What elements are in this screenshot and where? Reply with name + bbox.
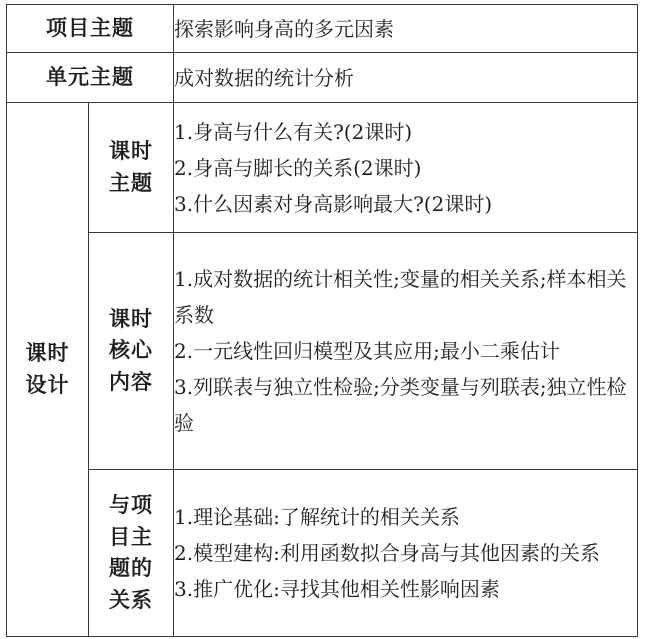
unit-topic-label: 单元主题 (7, 53, 174, 103)
list-item: 1.理论基础:了解统计的相关关系 (174, 505, 460, 529)
relation-label-line: 目主 (109, 524, 153, 549)
relation-label-line: 题的 (109, 556, 153, 580)
lesson-design-label (7, 103, 89, 637)
relation-label-line: 与项 (109, 493, 153, 517)
list-item: 2.身高与脚长的关系(2课时) (174, 155, 422, 180)
relation-label (89, 470, 174, 637)
relation-row (7, 470, 638, 637)
core-content-row (7, 233, 638, 470)
core-content-label-line: 核心 (109, 338, 153, 363)
project-topic-label: 项目主题 (7, 5, 174, 53)
relation-list (174, 470, 638, 637)
list-item: 3.推广优化:寻找其他相关性影响因素 (174, 577, 500, 601)
core-content-label (89, 233, 174, 470)
project-topic-value: 探索影响身高的多元因素 (174, 5, 638, 53)
list-item: 1.身高与什么有关?(2课时) (174, 119, 413, 144)
relation-label-line: 关系 (109, 587, 153, 612)
core-content-label-line: 内容 (109, 369, 153, 394)
list-item: 2.一元线性回归模型及其应用;最小二乘估计 (174, 339, 560, 363)
lesson-topics-row (7, 103, 638, 233)
list-item: 2.模型建构:利用函数拟合身高与其他因素的关系 (174, 541, 600, 565)
lesson-plan-table (6, 4, 638, 637)
project-topic-row (7, 5, 638, 53)
list-item: 3.什么因素对身高影响最大?(2课时) (174, 191, 493, 216)
lesson-topics-label-line: 主题 (109, 170, 153, 195)
lesson-topics-list (174, 103, 638, 233)
list-item: 1.成对数据的统计相关性;变量的相关关系;样本相关系数 (174, 267, 627, 327)
list-item: 3.列联表与独立性检验;分类变量与列联表;独立性检验 (174, 375, 627, 435)
lesson-topics-label-line: 课时 (109, 139, 153, 163)
lesson-design-label-line: 课时 (25, 341, 70, 365)
unit-topic-value: 成对数据的统计分析 (174, 53, 638, 103)
lesson-design-label-line: 设计 (25, 372, 70, 397)
core-content-label-line: 课时 (109, 306, 153, 331)
unit-topic-row (7, 53, 638, 103)
core-content-list (174, 233, 638, 470)
lesson-topics-label (89, 103, 174, 233)
